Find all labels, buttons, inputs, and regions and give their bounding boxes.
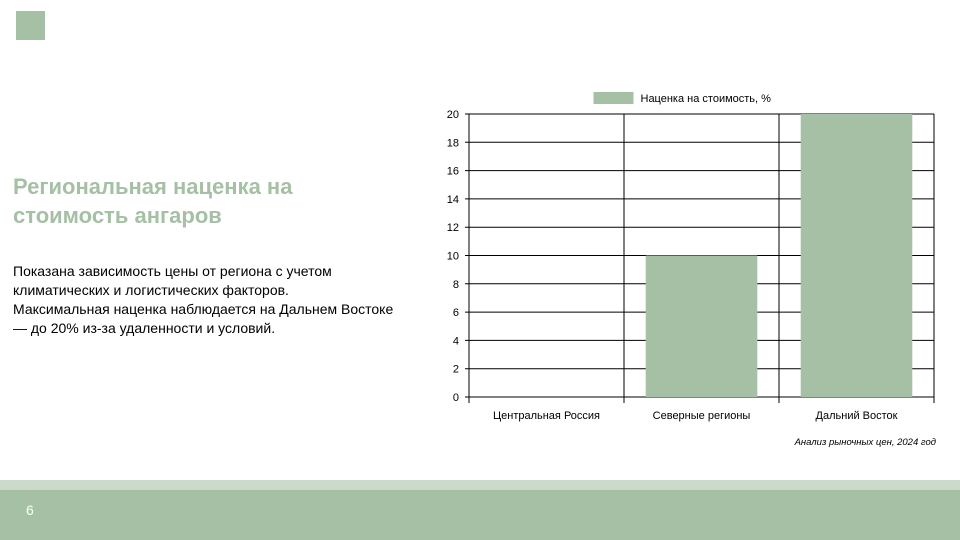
y-tick-label: 14 (446, 193, 459, 206)
bar (801, 114, 913, 397)
chart-svg (430, 85, 950, 455)
y-tick-label: 16 (446, 165, 459, 178)
x-tick-label: Дальний Восток (815, 410, 898, 422)
chart-source-note: Анализ рыночных цен, 2024 год (794, 437, 936, 448)
x-tick-label: Северные регионы (652, 410, 751, 422)
x-tick-label: Центральная Россия (492, 410, 601, 422)
bar (646, 256, 758, 398)
y-tick-label: 2 (452, 363, 459, 376)
legend-swatch (594, 92, 634, 104)
footer-stripe (0, 480, 960, 490)
legend-label: Наценка на стоимость, % (640, 93, 771, 105)
page-number: 6 (26, 502, 34, 518)
y-tick-label: 0 (452, 392, 459, 404)
y-tick-label: 12 (446, 222, 459, 235)
y-tick-label: 4 (452, 335, 459, 348)
y-tick-label: 20 (446, 109, 459, 121)
bar-chart (430, 85, 950, 455)
y-tick-label: 18 (446, 137, 459, 150)
footer-bar (0, 490, 960, 540)
y-tick-label: 8 (452, 278, 459, 291)
y-tick-label: 6 (452, 307, 459, 320)
description-line: Максимальная наценка наблюдается на Дальнем Востоке — до 20% из-за удаленности и условий. (13, 301, 394, 336)
y-tick-label: 10 (446, 250, 459, 263)
slide-title: Региональная наценка на стоимость ангаров (13, 174, 293, 228)
logo-square (16, 11, 45, 40)
slide-description (13, 262, 398, 338)
description-line: Показана зависимость цены от региона с учетом климатических и логистических факторов. (13, 263, 332, 298)
